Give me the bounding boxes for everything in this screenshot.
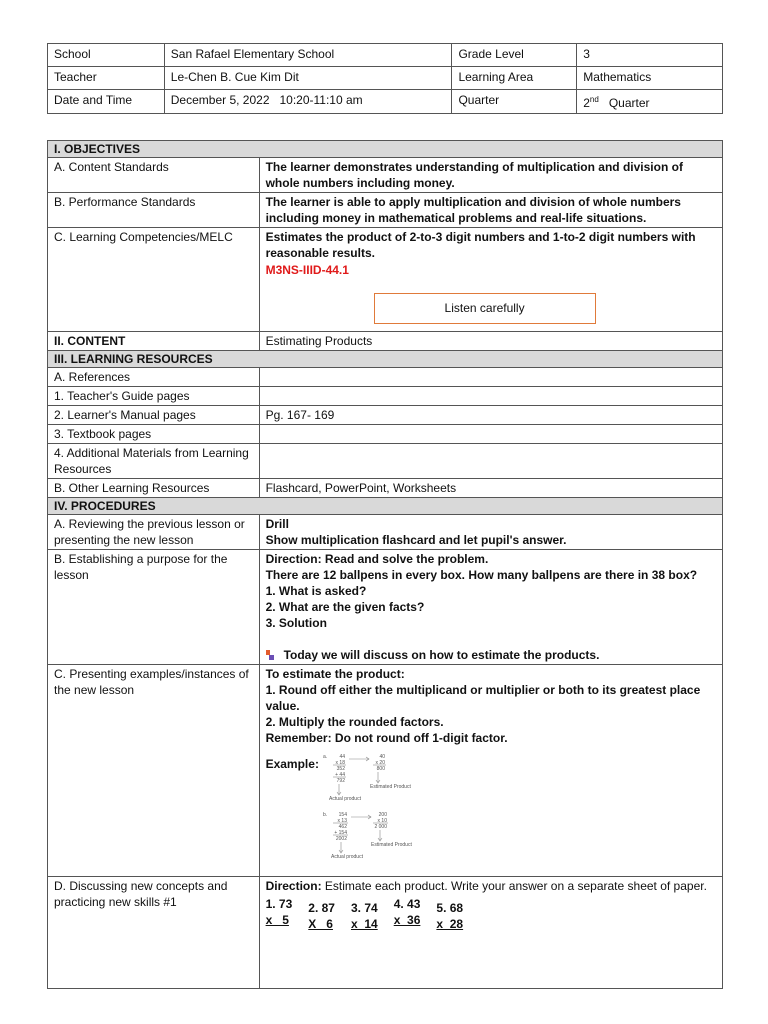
- ex2-actual: Actual product: [330, 854, 363, 860]
- practice-problem: [351, 900, 378, 932]
- ex1-p1: 352: [336, 766, 345, 772]
- school-label: School: [48, 44, 165, 67]
- competencies-label: C. Learning Competencies/MELC: [48, 228, 260, 332]
- textbook-value: [259, 425, 722, 444]
- content-standards-text: The learner demonstrates understanding of multiplication and division of whole numbers including money.: [259, 158, 722, 193]
- problem-2-bottom: X 6: [308, 917, 333, 931]
- date-label: Date and Time: [48, 90, 165, 114]
- direction-d-label: Direction:: [265, 879, 322, 893]
- procedure-b-cell: [259, 550, 722, 665]
- practice-problem: [394, 896, 421, 932]
- ex2-estimated: Estimated Product: [370, 842, 412, 848]
- ex2-arrow-down-icon: [378, 830, 382, 841]
- resources-heading: III. LEARNING RESOURCES: [48, 351, 723, 368]
- textbook-label: 3. Textbook pages: [48, 425, 260, 444]
- ex1-estimated: Estimated Product: [369, 784, 411, 790]
- ex2-p2: + 154: [334, 830, 347, 836]
- ex2-top: 154: [338, 812, 347, 818]
- ex1-r-total: 800: [376, 766, 385, 772]
- ex2-total: 2002: [335, 836, 347, 842]
- procedures-heading: IV. PROCEDURES: [48, 498, 723, 515]
- ex2-arrow-down-icon-2: [339, 842, 343, 853]
- ex1-p2: + 44: [335, 772, 345, 778]
- procedure-c-cell: [259, 665, 722, 877]
- quarter-word: Quarter: [608, 96, 650, 110]
- other-resources-value: Flashcard, PowerPoint, Worksheets: [259, 479, 722, 498]
- estimate-remember: Remember: Do not round off 1-digit factor.: [265, 731, 508, 745]
- bullet-arrow-icon: [266, 650, 274, 660]
- references-label: A. References: [48, 368, 260, 387]
- problem-2-top: 2. 87: [308, 901, 335, 915]
- objectives-heading: I. OBJECTIVES: [48, 141, 723, 158]
- procedure-d-cell: [259, 877, 722, 989]
- problem-4-bottom: x 36: [393, 913, 421, 927]
- teachers-guide-value: [259, 387, 722, 406]
- other-resources-label: B. Other Learning Resources: [48, 479, 260, 498]
- content-label: II. CONTENT: [48, 332, 260, 351]
- additional-materials-value: [259, 444, 722, 479]
- procedure-a-label: A. Reviewing the previous lesson or presenting the new lesson: [48, 515, 260, 550]
- ex1-r-top: 40: [379, 754, 385, 760]
- school-value: San Rafael Elementary School: [164, 44, 452, 67]
- practice-problem: [308, 900, 335, 932]
- ex2-r-mul: x 10: [377, 818, 387, 824]
- quarter-label: Quarter: [452, 90, 577, 114]
- procedure-b-label: B. Establishing a purpose for the lesson: [48, 550, 260, 665]
- ex2-r-total: 2 000: [374, 824, 387, 830]
- problem-3-bottom: x 14: [350, 917, 378, 931]
- performance-standards-label: B. Performance Standards: [48, 193, 260, 228]
- grade-label: Grade Level: [452, 44, 577, 67]
- competency-code: M3NS-IIID-44.1: [265, 263, 349, 277]
- ex2-letter: b.: [322, 812, 328, 818]
- estimate-title: To estimate the product:: [265, 667, 405, 681]
- ex1-total: 792: [336, 778, 345, 784]
- procedure-a-cell: [259, 515, 722, 550]
- quarter-value: [577, 90, 723, 114]
- practice-problem: [436, 900, 463, 932]
- ex1-arrow-right-icon: [349, 757, 369, 761]
- teacher-label: Teacher: [48, 67, 165, 90]
- ex2-p1: 462: [338, 824, 347, 830]
- grade-value: 3: [577, 44, 723, 67]
- direction-text: Read and solve the problem.: [321, 552, 489, 566]
- problem-5-bottom: x 28: [436, 917, 464, 931]
- learners-manual-label: 2. Learner's Manual pages: [48, 406, 260, 425]
- competencies-text: Estimates the product of 2-to-3 digit numbers and 1-to-2 digit numbers with reasonable results.: [265, 230, 696, 260]
- listen-carefully-box: Listen carefully: [374, 293, 596, 324]
- ex1-mul: x 18: [335, 760, 345, 766]
- example-diagram: [323, 754, 463, 864]
- ballpen-problem: There are 12 ballpens in every box. How many ballpens are there in 38 box?: [265, 568, 698, 582]
- question-1: 1. What is asked?: [265, 584, 367, 598]
- ex1-top: 44: [339, 754, 345, 760]
- area-label: Learning Area: [452, 67, 577, 90]
- practice-problems: [266, 896, 716, 932]
- lesson-plan-table: [47, 140, 723, 989]
- quarter-number: 2: [583, 96, 590, 110]
- problem-3-top: 3. 74: [350, 901, 378, 915]
- learners-manual-value: Pg. 167- 169: [259, 406, 722, 425]
- ex2-r-top: 200: [378, 812, 387, 818]
- estimate-step-2: 2. Multiply the rounded factors.: [265, 715, 444, 729]
- references-value: [259, 368, 722, 387]
- drill-title: Drill: [265, 517, 289, 531]
- ex1-arrow-down-icon: [376, 772, 380, 783]
- problem-5-top: 5. 68: [436, 901, 464, 915]
- problem-4-top: 4. 43: [393, 897, 421, 911]
- estimate-step-1: 1. Round off either the multiplicand or multiplier or both to its greatest place value.: [265, 683, 701, 713]
- problem-1-top: 1. 73: [265, 897, 293, 911]
- ex1-actual: Actual product: [328, 796, 361, 802]
- additional-materials-label: 4. Additional Materials from Learning Resources: [48, 444, 260, 479]
- direction-label: Direction:: [265, 552, 322, 566]
- procedure-d-label: D. Discussing new concepts and practicing new skills #1: [48, 877, 260, 989]
- performance-standards-text: The learner is able to apply multiplication and division of whole numbers including money in mathematical problems and real-life situations.: [259, 193, 722, 228]
- content-value: Estimating Products: [259, 332, 722, 351]
- ex2-mul: x 13: [337, 818, 347, 824]
- content-standards-label: A. Content Standards: [48, 158, 260, 193]
- example-label: Example:: [265, 757, 319, 771]
- ex1-arrow-down-icon-2: [337, 784, 341, 795]
- direction-d-text: Estimate each product. Write your answer on a separate sheet of paper.: [321, 879, 707, 893]
- practice-problem: [266, 896, 293, 932]
- competencies-cell: [259, 228, 722, 332]
- problem-1-bottom: x 5: [265, 913, 289, 927]
- today-text: Today we will discuss on how to estimate the products.: [283, 648, 600, 662]
- ex1-letter: a.: [322, 754, 328, 760]
- ex2-arrow-right-icon: [351, 815, 371, 819]
- procedure-c-label: C. Presenting examples/instances of the new lesson: [48, 665, 260, 877]
- teacher-value: Le-Chen B. Cue Kim Dit: [164, 67, 452, 90]
- drill-text: Show multiplication flashcard and let pupil's answer.: [265, 533, 567, 547]
- question-3: 3. Solution: [265, 616, 327, 630]
- area-value: Mathematics: [577, 67, 723, 90]
- question-2: 2. What are the given facts?: [265, 600, 425, 614]
- teachers-guide-label: 1. Teacher's Guide pages: [48, 387, 260, 406]
- ex1-r-mul: x 20: [375, 760, 385, 766]
- date-value: December 5, 2022 10:20-11:10 am: [164, 90, 452, 114]
- quarter-suffix: nd: [589, 95, 599, 104]
- header-table: [47, 43, 723, 114]
